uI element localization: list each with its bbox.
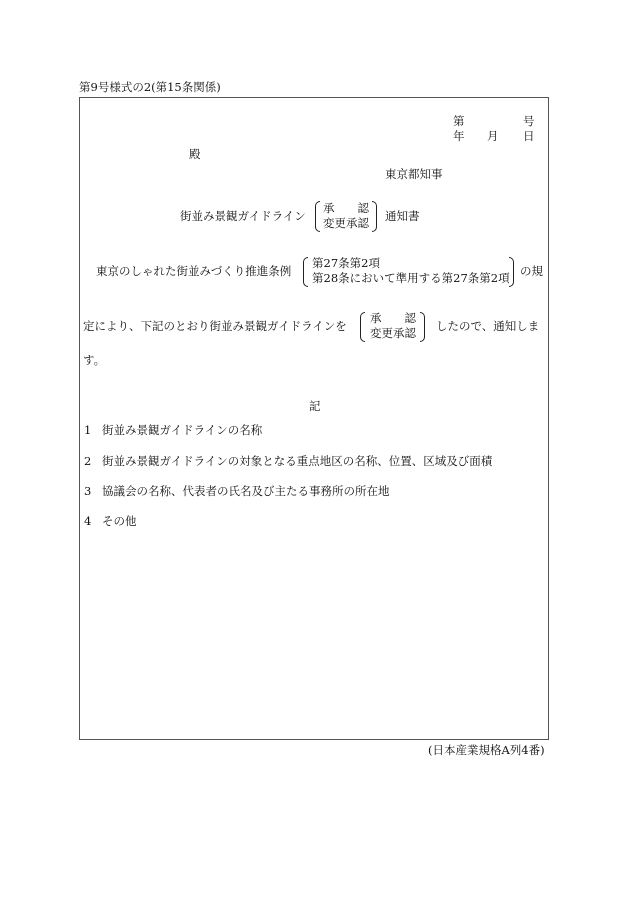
title-prefix: 街並み景観ガイドライン: [180, 209, 306, 223]
item-number: 1: [84, 423, 92, 437]
body-line2-bracket-right: [420, 312, 425, 342]
number-suffix: 号: [523, 114, 535, 128]
body-ordinance-name: 東京のしゃれた街並みづくり推進条例: [96, 264, 292, 278]
addressee-honorific: 殿: [189, 147, 201, 161]
body-bracket-left: [303, 257, 308, 287]
item-number: 2: [84, 454, 92, 468]
title-suffix: 通知書: [385, 209, 420, 223]
body-line2-option-approval: 承 認: [370, 311, 416, 325]
body-option-article-applied: 第28条において準用する第27条第2項: [312, 271, 510, 285]
item-text: その他: [102, 514, 137, 528]
title-bracket-right: [372, 201, 377, 232]
body-line2-bracket-left: [360, 312, 365, 342]
date-month: 月: [487, 129, 499, 143]
date-year: 年: [453, 129, 465, 143]
issuer-name: 東京都知事: [385, 167, 443, 181]
item-number: 4: [84, 514, 92, 528]
title-option-approval: 承 認: [323, 201, 369, 215]
body-line3: す。: [83, 353, 106, 367]
item-text: 協議会の名称、代表者の氏名及び主たる事務所の所在地: [102, 484, 390, 498]
item-number: 3: [84, 484, 92, 498]
body-line2-option-change-approval: 変更承認: [370, 326, 416, 340]
form-title: 第9号様式の2(第15条関係): [79, 80, 221, 94]
document-frame: [79, 97, 549, 740]
paper-size-note: (日本産業規格A列4番): [428, 743, 545, 757]
number-label: 第: [453, 114, 465, 128]
body-bracket-right: [509, 257, 514, 287]
body-line2-prefix: 定により、下記のとおり街並み景観ガイドラインを: [83, 319, 347, 333]
ki-heading: 記: [309, 399, 321, 413]
title-bracket-left: [315, 201, 320, 232]
item-text: 街並み景観ガイドラインの名称: [102, 423, 263, 437]
title-option-change-approval: 変更承認: [323, 216, 369, 230]
body-line2-suffix: したので、通知しま: [436, 319, 540, 333]
date-day: 日: [523, 129, 535, 143]
item-text: 街並み景観ガイドラインの対象となる重点地区の名称、位置、区域及び面積: [102, 454, 493, 468]
body-after-bracket: の規: [520, 264, 543, 278]
body-option-article: 第27条第2項: [312, 256, 380, 270]
